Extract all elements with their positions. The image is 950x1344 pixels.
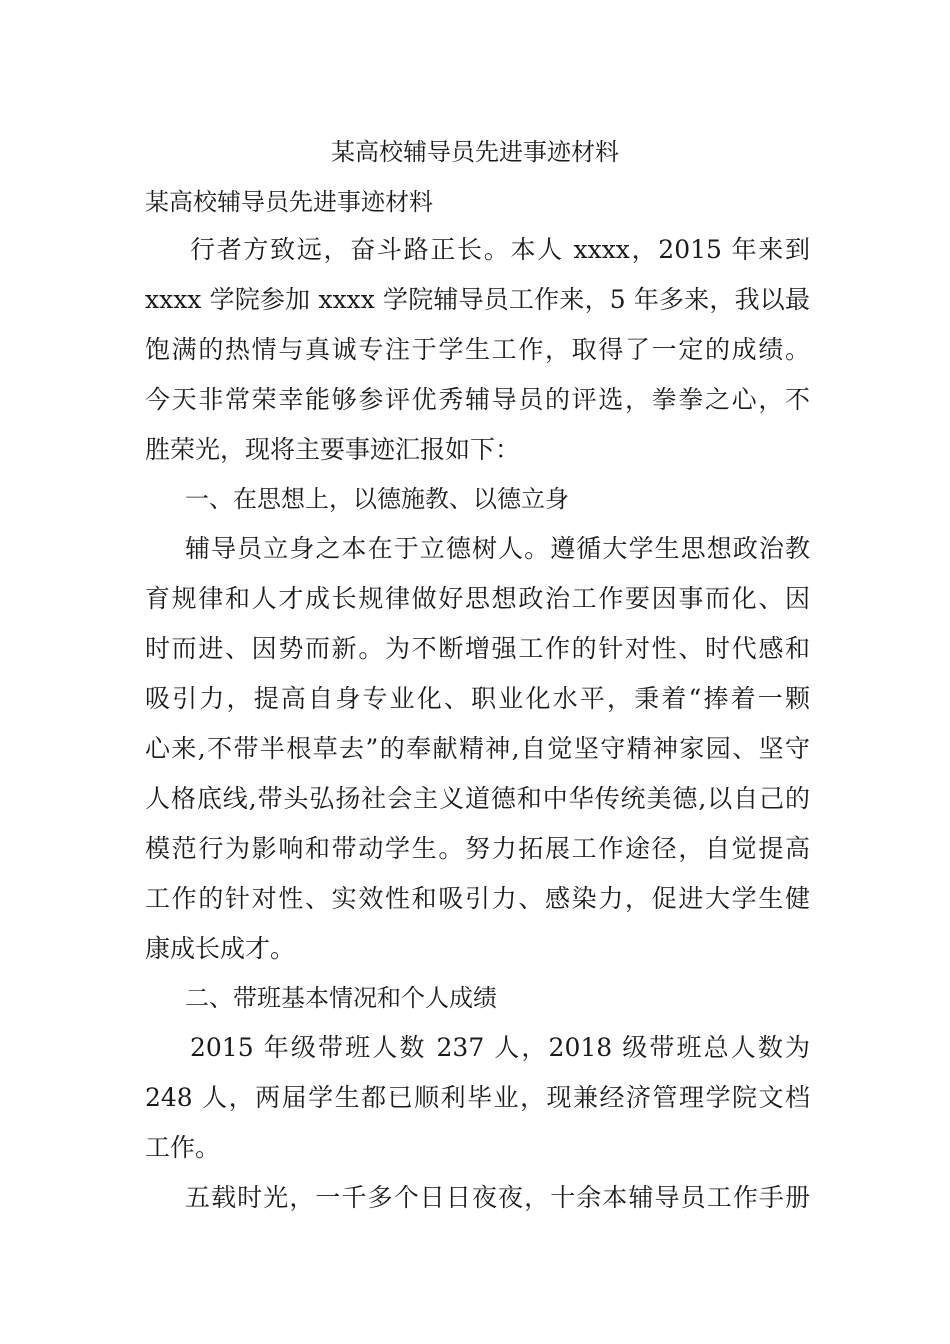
paragraph-line: 时而进、因势而新。为不断增强工作的针对性、时代感和 xyxy=(145,634,810,663)
section-heading-1: 一、在思想上，以德施教、以德立身 xyxy=(185,485,569,513)
paragraph-line: xxxx 学院参加 xxxx 学院辅导员工作来，5 年多来，我以最 xyxy=(145,285,810,314)
document-title: 某高校辅导员先进事迹材料 xyxy=(331,138,619,166)
paragraph-line: 育规律和人才成长规律做好思想政治工作要因事而化、因 xyxy=(145,584,810,613)
paragraph-line: 康成长成才。 xyxy=(145,934,296,963)
paragraph-line: 心来,不带半根草去”的奉献精神,自觉坚守精神家园、坚守 xyxy=(145,734,810,763)
document-subtitle: 某高校辅导员先进事迹材料 xyxy=(145,188,433,216)
paragraph-line: 模范行为影响和带动学生。努力拓展工作途径，自觉提高 xyxy=(145,834,810,863)
paragraph-line: 辅导员立身之本在于立德树人。遵循大学生思想政治教 xyxy=(185,534,810,563)
paragraph-line: 吸引力，提高自身专业化、职业化水平，秉着“捧着一颗 xyxy=(145,684,810,713)
paragraph-line: 胜荣光，现将主要事迹汇报如下： xyxy=(145,435,521,464)
paragraph-line: 五载时光，一千多个日日夜夜，十余本辅导员工作手册 xyxy=(185,1183,810,1212)
paragraph-line: 工作。 xyxy=(145,1133,221,1162)
paragraph-line: 248 人，两届学生都已顺利毕业，现兼经济管理学院文档 xyxy=(145,1083,810,1112)
paragraph-line: 行者方致远，奋斗路正长。本人 xxxx，2015 年来到 xyxy=(190,235,810,264)
paragraph-line: 工作的针对性、实效性和吸引力、感染力，促进大学生健 xyxy=(145,884,810,913)
paragraph-line: 2015 年级带班人数 237 人，2018 级带班总人数为 xyxy=(190,1033,810,1062)
section-heading-2: 二、带班基本情况和个人成绩 xyxy=(185,984,497,1012)
paragraph-line: 人格底线,带头弘扬社会主义道德和中华传统美德,以自己的 xyxy=(145,784,810,813)
paragraph-line: 饱满的热情与真诚专注于学生工作，取得了一定的成绩。 xyxy=(145,335,810,364)
paragraph-line: 今天非常荣幸能够参评优秀辅导员的评选，拳拳之心，不 xyxy=(145,385,810,414)
